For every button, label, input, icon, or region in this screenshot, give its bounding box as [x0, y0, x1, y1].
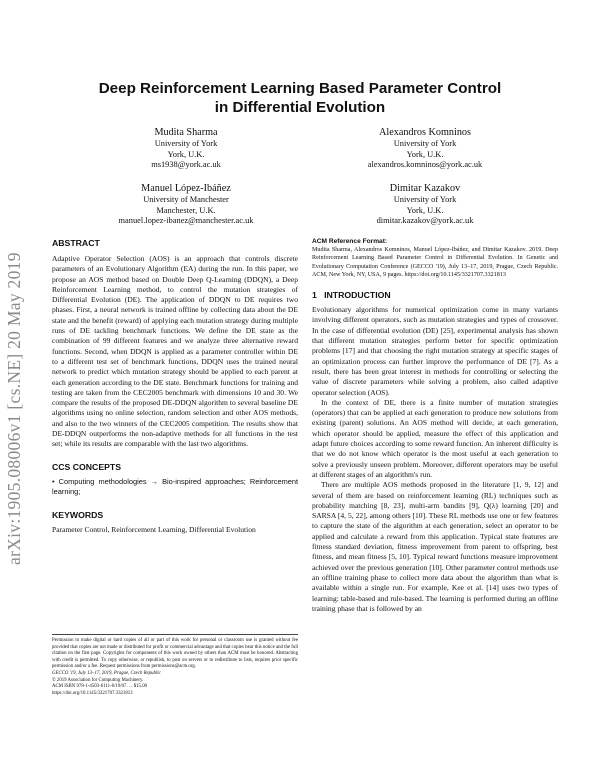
keywords-text: Parameter Control, Reinforcement Learning, Differential Evolution — [52, 525, 256, 535]
arxiv-stamp: arXiv:1905.08006v1 [cs.NE] 20 May 2019 — [4, 252, 24, 565]
author-affiliation: University of York — [154, 139, 218, 148]
abstract-text: Adaptive Operator Selection (AOS) is an approach that controls discrete parameters of an Evolutionary Algorithm (EA) during the run. In this paper, we propose an AOS method based on Double Deep Q-Learning (DDQN), a Deep Reinforcement Learning method, to control the mutation strategies of Differential Evolution (DE). The application of DDQN to DE requires two phases. First, a neural network is trained offline by collecting data about the DE state and the benefit (reward) of applying each mutation strategy during multiple runs of DE tackling benchmark functions. We define the DE state as the combination of 99 different features and we analyze three alternative reward functions. Second, when DDQN is applied as a parameter controller within DE to a different test set of benchmark functions, DDQN uses the trained neural network to predict which mutation strategy should be applied to each parent at each generation according to the DE state. Benchmark functions for training and testing are taken from the CEC2005 benchmark with dimensions 10 and 30. We compare the results of the proposed DE-DDQN algorithm to several baseline DE algorithms using no online selection, random selection and other AOS methods, and also to the two winners of the CEC2005 competition. The results show that DE-DDQN outperforms the non-adaptive methods for all functions in the test set; while its results are comparable with the last two algorithms. — [52, 254, 298, 449]
author-affiliation: University of Manchester — [143, 195, 229, 204]
conference-line: GECCO '19, July 13–17, 2019, Prague, Czech Republic — [52, 670, 161, 676]
permission-footnote — [52, 634, 298, 697]
author-block-4 — [310, 182, 540, 227]
intro-paragraph-2: In the context of DE, there is a finite number of mutation strategies (operators) that can be applied at each generation to produce new solutions from existing (parent) solutions. An AOS method will decide, at each generation, which operator should be applied, measure the effect of this application and adapt future choices according to some reward function. An inherent difficulty is that we do not know which operator is the most useful at each generation to solve a previously unseen problem. Moreover, different operators may be useful at different stages of an algorithm's run. — [312, 397, 558, 479]
author-block-1 — [71, 126, 301, 171]
author-affiliation: University of York — [393, 139, 457, 148]
author-email: alexandros.komninos@york.ac.uk — [367, 160, 483, 170]
paper-title — [60, 79, 540, 117]
author-email: dimitar.kazakov@york.ac.uk — [376, 216, 474, 226]
author-email: ms1938@york.ac.uk — [151, 160, 221, 170]
permission-text — [52, 638, 298, 697]
author-location: York, U.K. — [167, 149, 205, 159]
author-affiliation: University of York — [393, 195, 457, 204]
left-column — [52, 237, 298, 536]
ccs-heading: CCS CONCEPTS — [52, 461, 122, 472]
copyright-line: © 2019 Association for Computing Machinery. — [52, 677, 144, 683]
author-name: Alexandros Komninos — [379, 127, 471, 138]
author-name: Mudita Sharma — [154, 127, 218, 138]
author-email: manuel.lopez-ibanez@manchester.ac.uk — [118, 216, 254, 226]
acm-reference-text: Mudita Sharma, Alexandros Komninos, Manuel López-Ibáñez, and Dimitar Kazakov. 2019. Deep Reinforcement Learning Based Parameter Control in Differential Evolution. In Genetic and Evolutionary Computation Conference (GECCO '19), July 13–17, 2019, Prague, Czech Republic. ACM, New York, NY, USA, 9 pages. https://doi.org/10.1145/3321707.3321813 — [312, 247, 558, 278]
author-location: York, U.K. — [406, 205, 444, 215]
doi-line: https://doi.org/10.1145/3321707.3321813 — [52, 690, 133, 696]
abstract-heading: ABSTRACT — [52, 238, 100, 248]
ccs-text: • Computing methodologies → Bio-inspired approaches; Reinforcement learning; — [52, 476, 298, 496]
intro-paragraph-1: Evolutionary algorithms for numerical optimization come in many variants involving different operators, such as mutation strategies and types of crossover. In the case of differential evolution (DE) [25], experimental analysis has shown that different mutation strategies perform better for specific optimization problems [17] and that choosing the right mutation strategy at specific stages of an optimization process can further improve the performance of DE [7]. As a result, there has been great interest in methods for controlling or selecting the value of discrete parameters while solving a problem, also called adaptive operator selection (AOS). — [312, 305, 558, 397]
isbn-line: ACM ISBN 978-1-4503-6111-8/19/07. . . $15.00 — [52, 684, 148, 690]
author-block-3 — [71, 182, 301, 227]
permission-notice: Permission to make digital or hard copies of all or part of this work for personal or classroom use is granted without fee provided that copies are not made or distributed for profit or commercial advantage and that copies bear this notice and the full citation on the first page. Copyrights for components of this work owned by others than ACM must be honored. Abstracting with credit is permitted. To copy otherwise, or republish, to post on servers or to redistribute to lists, requires prior specific permission and/or a fee. Request permissions from permissions@acm.org. — [52, 638, 299, 670]
introduction-heading: 1 INTRODUCTION — [312, 290, 391, 301]
author-name: Dimitar Kazakov — [389, 183, 461, 194]
acm-reference-heading: ACM Reference Format: — [312, 238, 388, 245]
keywords-heading: KEYWORDS — [52, 510, 104, 521]
author-location: Manchester, U.K. — [156, 205, 216, 215]
author-name: Manuel López-Ibáñez — [141, 183, 231, 194]
introduction-body — [312, 305, 558, 614]
title-line-2: in Differential Evolution — [214, 99, 386, 116]
author-block-2 — [310, 126, 540, 171]
title-line-1: Deep Reinforcement Learning Based Parameter Control — [98, 80, 502, 97]
intro-paragraph-3: There are multiple AOS methods proposed in the literature [1, 9, 12] and several of them are based on reinforcement learning (RL) techniques such as probability matching [8, 23], multi-arm bandits [9], Q(λ) learning [20] and SARSA [4, 5, 22], among others [10]. These RL methods use one or few features to capture the state of the algorithm at each generation, select an operator to be applied and calculate a reward from this application. Typical state features are fitness standard deviation, fitness improvement from parent to offspring, best fitness, and mean fitness [5, 10]. Typical reward functions measure improvement achieved over the previous generation [10]. Other parameter control methods use an offline training phase to collect more data about the algorithm than what is available within a single run. For example, Kee et al. [14] uses two types of learning: table-based and rule-based. The learning is performed during an offline training phase that is followed by an — [312, 480, 558, 613]
author-location: York, U.K. — [406, 149, 444, 159]
right-column — [312, 237, 558, 614]
